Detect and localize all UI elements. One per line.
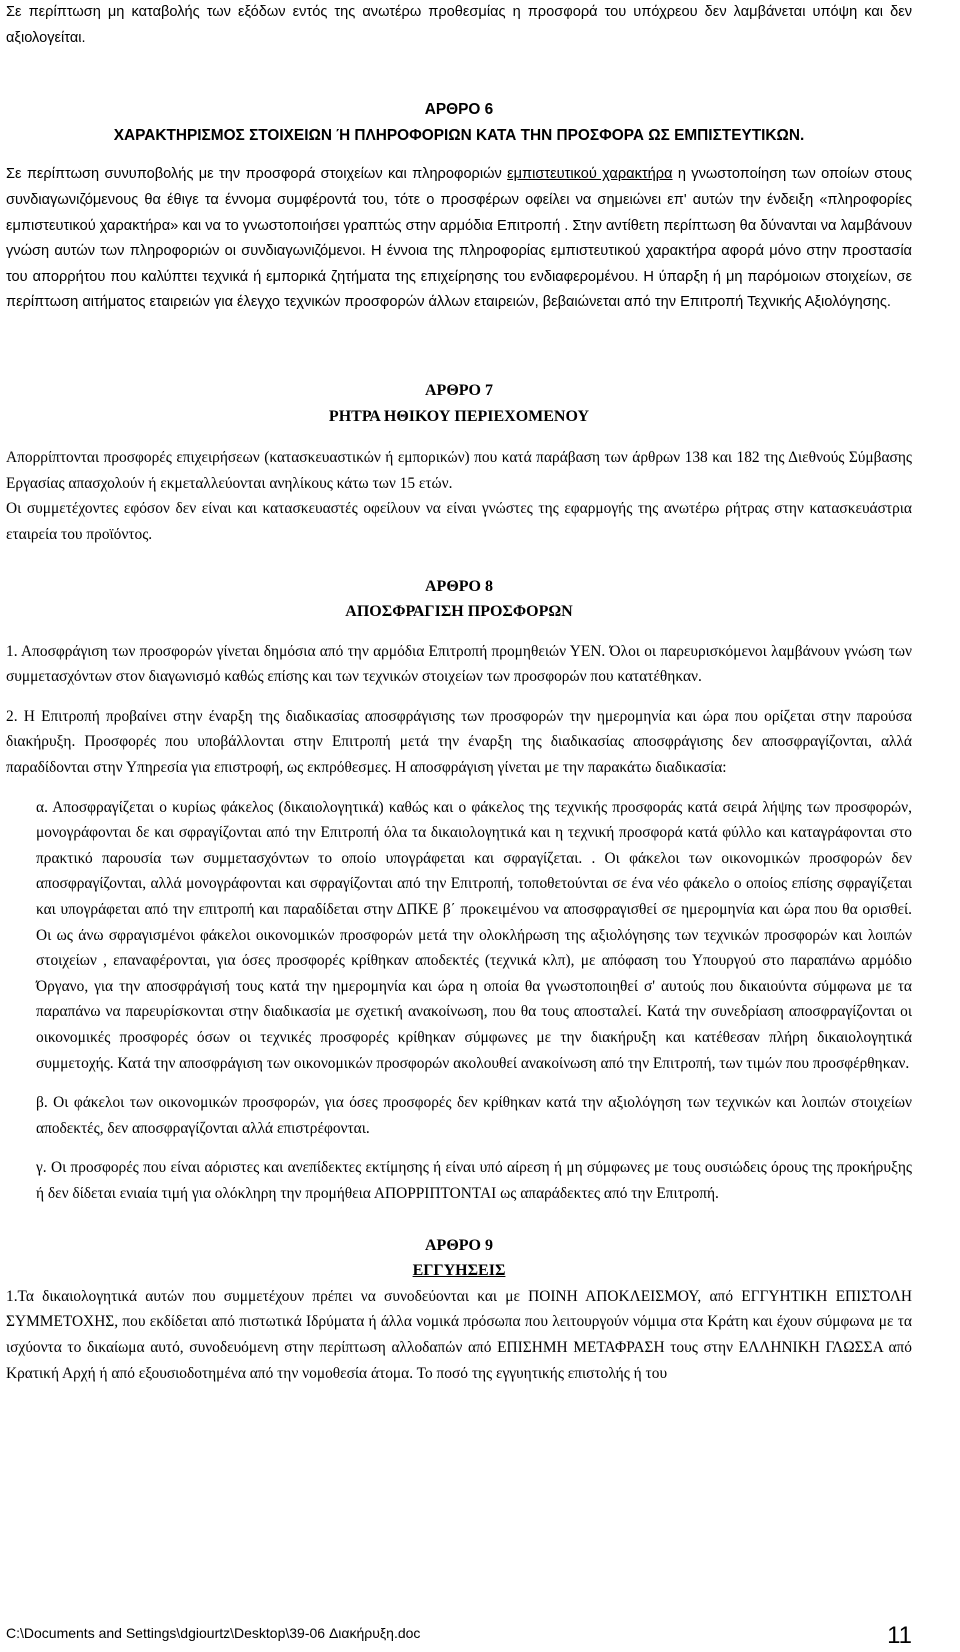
article-9-subtitle-text: ΕΓΓΥΗΣΕΙΣ: [412, 1262, 506, 1280]
spacer: [6, 548, 912, 574]
article-8-title: ΑΡΘΡΟ 8: [425, 577, 493, 595]
article-7-paragraph-1: Απορρίπτονται προσφορές επιχειρήσεων (κατασκευαστικών ή εμπορικών) που κατά παράβαση των άρθρων 138 και 182 της Διεθνούς Σύμβασης Εργασίας απασχολούν ή εκμεταλλεύονται ανηλίκους κάτω των 15 ετών.: [6, 449, 912, 492]
spacer: [6, 781, 912, 795]
article-8-item-b: β. Οι φάκελοι των οικονομικών προσφορών, για όσες προσφορές δεν κρίθηκαν κατά την αξιολόγηση των τεχνικών και λοιπών στοιχείων αποδεκτές, δεν αποσφραγίζονται αλλά επιστρέφονται.: [36, 1094, 912, 1137]
article-6-paragraph: [6, 162, 912, 316]
footer-page-number: 11: [887, 1622, 912, 1649]
article-9-title: ΑΡΘΡΟ 9: [425, 1236, 493, 1254]
spacer: [6, 690, 912, 704]
article-9-paragraph-1: 1.Τα δικαιολογητικά αυτών που συμμετέχουν πρέπει να συνοδεύονται και με ΠΟΙΝΗ ΑΠΟΚΛΕΙΣΜΟΥ, από ΕΓΓΥΗΤΙΚΗ ΕΠΙΣΤΟΛΗ ΣΥΜΜΕΤΟΧΗΣ, που εκδίδεται από πιστωτικά Ιδρύματα ή άλλα νομικά πρόσωπα που λειτουργούν νόμιμα στα Κράτη και έχουν σύμφωνα με τα ισχύοντα το δικαίωμα αυτό, συνοδευόμενη στην περίπτωση αλλοδαπών από ΕΠΙΣΗΜΗ ΜΕΤΑΦΡΑΣΗ τους στην ΕΛΛΗΝΙΚΗ ΓΛΩΣΣΑ από Κρατική Αρχή ή από εξουσιοδοτημένα από την νομοθεσία άτομα. Το ποσό της εγγυητικής επιστολής ή του: [6, 1287, 912, 1382]
spacer: [6, 1076, 912, 1090]
spacer: [6, 316, 912, 378]
article-9-subtitle: [6, 1258, 912, 1284]
intro-paragraph: Σε περίπτωση μη καταβολής των εξόδων εντός της ανωτέρω προθεσμίας η προσφορά του υπόχρεου δεν λαμβάνεται υπόψη και δεν αξιολογείται.: [6, 4, 912, 46]
spacer: [6, 1207, 912, 1233]
article-6-title: ΑΡΘΡΟ 6: [424, 101, 494, 119]
spacer: [6, 51, 912, 97]
article-8-item-a: α. Αποσφραγίζεται ο κυρίως φάκελος (δικαιολογητικά) καθώς και ο φάκελος της τεχνικής προσφοράς κατά σειρά λήψης των προσφορών, μονογράφονται δε και σφραγίζονται από την Επιτροπή όλα τα δικαιολογητικά και η τεχνική προσφορά κατά φύλλο και καταγράφονται στο πρακτικό παρουσία των συμμετασχόντων το οποίο υπογράφεται και σφραγίζεται. . Οι φάκελοι των οικονομικών προσφορών δεν αποσφραγίζονται, αλλά μονογράφονται και σφραγίζονται από την Επιτροπή, τοποθετούνται σε ένα νέο φάκελο ο οποίος επίσης σφραγίζεται και υπογράφεται από την επιτροπή και παραδίδεται στην ΔΠΚΕ β΄ προκειμένου να αποσφραγισθεί σε ημερομηνία και ώρα που θα ορισθεί. Οι ως άνω σφραγισμένοι φάκελοι οικονομικών προσφορών μετά την ολοκλήρωση της αξιολόγησης των τεχνικών προσφορών και λοιπών στοιχείων , επαναφέρονται, για όσες προσφορές κρίθηκαν αποδεκτές (τεχνικά κλπ), με απόφαση του Υπουργού στο παραπάνω αρμόδιο Όργανο, για την αποσφράγισή τους κατά την ημερομηνία και ώρα η οποία θα γνωστοποιηθεί σ' αυτούς που δικαιούντα σύμφωνα με τα παραπάνω να παρευρίσκονται στην διαδικασία με σχετική ανακοίνωση, που θα τους αποσταλεί. Κατά την συνεδρίαση αποσφραγίζονται οι οικονομικές προσφορές όσων οι τεχνικές προσφορές κρίθηκαν σύμφωνες με την διακήρυξη και κατέθεσαν πλήρη δικαιολογητικά συμμετοχής. Κατά την αποσφράγιση των οικονομικών προσφορών ακολουθεί ανακοίνωση από την Επιτροπή, των τιμών που προσφέρθηκαν.: [36, 798, 912, 1072]
article-7-subtitle: ΡΗΤΡΑ ΗΘΙΚΟΥ ΠΕΡΙΕΧΟΜΕΝΟΥ: [328, 407, 590, 425]
article-7-paragraph-2: Οι συμμετέχοντες εφόσον δεν είναι και κατασκευαστές οφείλουν να είναι γνώστες της εφαρμογής της ανωτέρω ρήτρας στην κατασκευάστρια εταιρεία του προϊόντος.: [6, 500, 912, 543]
article-6-text-start: Σε περίπτωση συνυποβολής με την προσφορά στοιχείων και πληροφοριών: [6, 166, 508, 183]
article-6-text-end: η γνωστοποίηση των οποίων στους συνδιαγωνιζόμενους θα έθιγε τα έννομα συμφέροντά του, τότε ο προσφέρων οφείλει να σημειώνει επ' αυτών την ένδειξη «πληροφορίες εμπιστευτικού χαρακτήρα» και να το γνωστοποιήσει γραπτώς στην αρμόδια Επιτροπή . Στην αντίθετη περίπτωση θα δύνανται να λαμβάνουν γνώση αυτών των πληροφοριών οι συνδιαγωνιζόμενοι. Η έννοια της πληροφορίας εμπιστευτικού χαρακτήρα αφορά μόνο στην προστασία του απορρήτου που καλύπτει τεχνικά ή εμπορικά ζητήματα της επιχείρησης του ενδιαφερομένου. Η ύπαρξη ή μη παρόμοιων στοιχείων, σε περίπτωση αιτήματος εταιρειών για έλεγχο τεχνικών προσφορών άλλων εταιρειών, βεβαιώνεται από την Επιτροπή Τεχνικής Αξιολόγησης.: [6, 166, 912, 311]
spacer: [6, 148, 912, 162]
article-8-item-c: γ. Οι προσφορές που είναι αόριστες και ανεπίδεκτες εκτίμησης ή είναι υπό αίρεση ή μη σύμφωνες με τους ουσιώδεις όρους της προκήρυξης ή δεν δίδεται ενιαία τιμή για ολόκληρη την προμήθεια ΑΠΟΡΡΙΠΤΟΝΤΑΙ ως απαράδεκτες από την Επιτροπή.: [36, 1159, 912, 1202]
article-6-underlined-text: εμπιστευτικού χαρακτήρα: [507, 166, 673, 183]
article-8-paragraph-1: 1. Αποσφράγιση των προσφορών γίνεται δημόσια από την αρμόδια Επιτροπή προμηθειών ΥΕΝ. Όλοι οι παρευρισκόμενοι λαμβάνουν γνώση των συμμετασχόντων στον διαγωνισμό καθώς επίσης και των τεχνικών στοιχείων των προσφορών που κατατέθηκαν.: [6, 642, 912, 686]
footer-file-path: C:\Documents and Settings\dgiourtz\Desktop\39-06 Διακήρυξη.doc: [6, 1625, 421, 1641]
article-8-paragraph-2: 2. Η Επιτροπή προβαίνει στην έναρξη της διαδικασίας αποσφράγισης των προσφορών την ημερομηνία και ώρα που ορίζεται στην παρούσα διακήρυξη. Προσφορές που υποβάλλονται στην Επιτροπή μετά την έναρξη της διαδικασίας αποσφράγισης δεν αποσφραγίζονται, αλλά παραδίδονται στην Υπηρεσία για επιστροφή, ως εκπρόθεσμες. Η αποσφράγιση γίνεται με την παρακάτω διαδικασία:: [6, 707, 912, 777]
spacer: [6, 1141, 912, 1155]
document-page: [6, 0, 912, 1386]
article-6-subtitle: ΧΑΡΑΚΤΗΡΙΣΜΟΣ ΣΤΟΙΧΕΙΩΝ Ή ΠΛΗΡΟΦΟΡΙΩΝ ΚΑΤΑ ΤΗΝ ΠΡΟΣΦΟΡΑ ΩΣ ΕΜΠΙΣΤΕΥΤΙΚΩΝ.: [113, 126, 805, 144]
article-7-title: ΑΡΘΡΟ 7: [425, 381, 493, 399]
spacer: [6, 429, 912, 445]
spacer: [6, 625, 912, 639]
article-8-subtitle: ΑΠΟΣΦΡΑΓΙΣΗ ΠΡΟΣΦΟΡΩΝ: [345, 603, 573, 621]
